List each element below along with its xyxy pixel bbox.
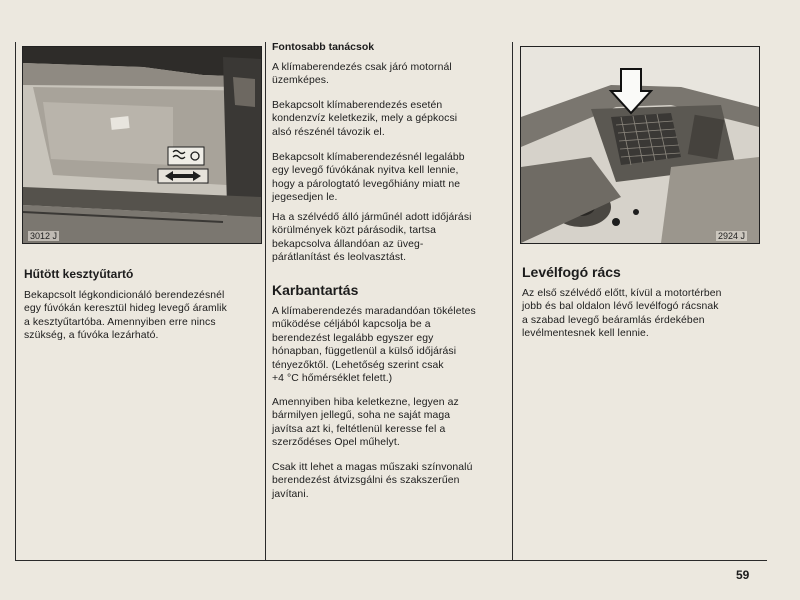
leaf-grille	[611, 113, 681, 165]
column-rule-right	[512, 42, 513, 560]
paragraph-tip-2: Bekapcsolt klímaberendezés esetén kondenzvíz keletkezik, mely a gépkocsi alsó részénél távozik el.	[272, 100, 458, 138]
paragraph-tip-4: Ha a szélvédő álló járműnél adott időjárási körülmények közt párásodik, tartsa bekapcsolva állandóan az üveg- párátlanítást és leolvasztást.	[272, 212, 472, 264]
figure-label-leaf-grille: 2924 J	[718, 231, 746, 241]
heading-maintenance: Karbantartás	[272, 282, 359, 298]
figure-label-glovebox: 3012 J	[30, 231, 58, 241]
glovebox-photo	[22, 46, 262, 244]
page-number: 59	[736, 568, 750, 582]
paragraph-tip-3: Bekapcsolt klímaberendezésnél legalább egy levegő fúvókának nyitva kell lennie, hogy a párologtató levegőhiány miatt ne jegesedjen le.	[272, 152, 465, 204]
paragraph-leaf-grille: Az első szélvédő előtt, kívül a motortérben jobb és bal oldalon lévő levélfogó rácsnak a szabad levegő beáramlás érdekében levélmentesnek kell lennie.	[522, 288, 722, 340]
heading-cooled-glovebox: Hűtött kesztyűtartó	[24, 267, 134, 281]
glovebox-illustration	[23, 47, 261, 243]
heading-important-tips: Fontosabb tanácsok	[272, 41, 375, 53]
leaf-grille-photo	[520, 46, 760, 244]
engine-bay-illustration	[521, 47, 759, 243]
paragraph-cooled-glovebox: Bekapcsolt légkondicionáló berendezésnél egy fúvókán keresztül hideg levegő áramlik a kesztyűtartóba. Amennyiben erre nincs szükség, a fúvóka lezárható.	[24, 290, 227, 342]
paragraph-maintenance-2: Amennyiben hiba keletkezne, legyen az bármilyen jellegű, soha ne saját maga javítsa azt ki, feltétlenül keresse fel a szerződéses Opel műhelyt.	[272, 397, 459, 449]
bottom-rule	[15, 560, 767, 561]
paragraph-maintenance-1: A klímaberendezés maradandóan tökéletes működése céljából kapcsolja be a berendezést legalább egyszer egy hónapban, függetlenül a külső időjárási tényezőktől. (Lehetőség szerint csak +4 °C hőmérséklet felett.)	[272, 306, 476, 385]
column-rule-left	[15, 42, 16, 560]
paragraph-tip-1: A klímaberendezés csak járó motornál üzemképes.	[272, 62, 452, 87]
paragraph-maintenance-3: Csak itt lehet a magas műszaki színvonalú berendezést átvizsgálni és szakszerűen javítani.	[272, 462, 473, 500]
column-rule-middle	[265, 42, 266, 560]
heading-leaf-grille: Levélfogó rács	[522, 264, 621, 280]
